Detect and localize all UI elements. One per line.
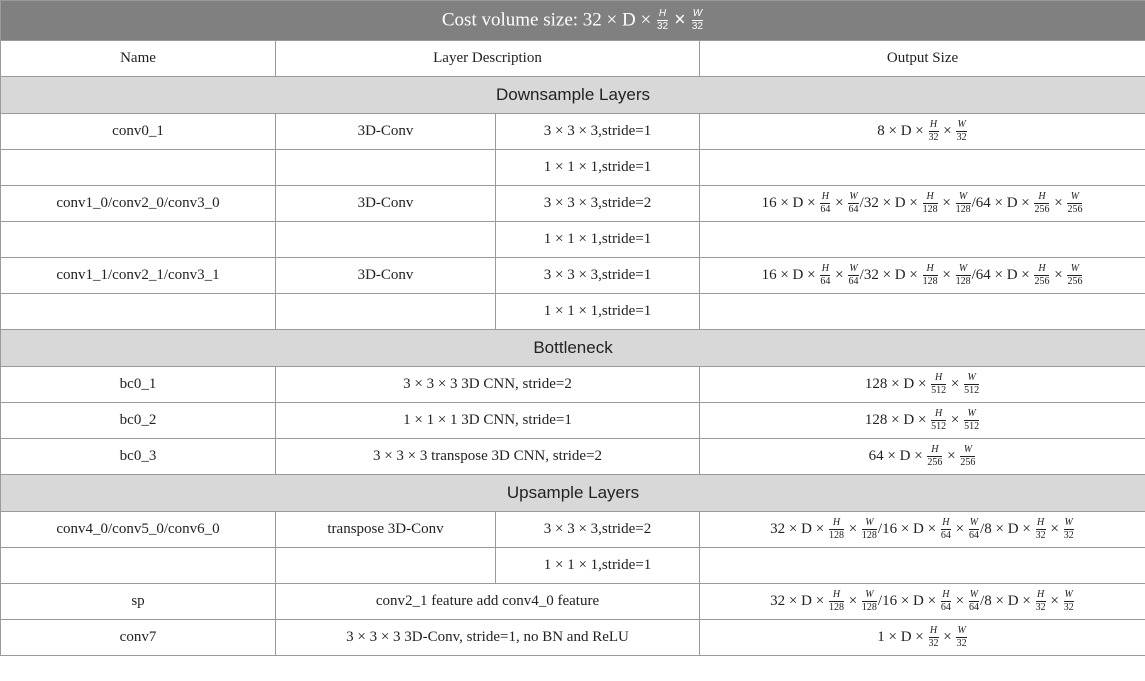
math-text: × [831, 266, 848, 283]
section-upsample: Upsample Layers [1, 475, 1145, 512]
cell-name: conv7 [1, 620, 276, 656]
cell-empty [276, 294, 496, 330]
math-text: 64 × D × [868, 447, 927, 464]
cell-name: bc0_3 [1, 439, 276, 475]
cell-type: 3D-Conv [276, 258, 496, 294]
cell-output [700, 512, 1145, 548]
math-fraction: $\frac{W}{512}$ [964, 408, 980, 432]
math-text: × [831, 194, 848, 211]
math-fraction: $\frac{H}{64}$ [820, 263, 831, 287]
title-fraction-w: $\frac{W}{32}$ [691, 8, 703, 32]
cell-name: conv1_1/conv2_1/conv3_1 [1, 258, 276, 294]
cell-output [700, 620, 1145, 656]
cell-type: 3D-Conv [276, 186, 496, 222]
header-name: Name [1, 41, 276, 77]
math-text: /16 × D × [877, 520, 940, 537]
math-text: × [951, 592, 968, 609]
math-text: 32 × D × [770, 592, 828, 609]
cell-description: conv2_1 feature add conv4_0 feature [276, 584, 700, 620]
section-row [1, 77, 1145, 114]
math-text: /8 × D × [980, 520, 1035, 537]
math-fraction: $\frac{W}{128}$ [861, 517, 877, 541]
cell-empty [276, 222, 496, 258]
math-fraction: $\frac{W}{64}$ [848, 191, 859, 215]
math-fraction: $\frac{W}{512}$ [964, 372, 980, 396]
cell-kernel: 1 × 1 × 1,stride=1 [496, 222, 700, 258]
math-text: 32 × D × [770, 520, 828, 537]
cell-kernel: 1 × 1 × 1,stride=1 [496, 150, 700, 186]
cell-description: 3 × 3 × 3 3D-Conv, stride=1, no BN and ReLU [276, 620, 700, 656]
math-fraction: $\frac{H}{64}$ [940, 517, 951, 541]
cell-output [700, 186, 1145, 222]
cell-kernel: 1 × 1 × 1,stride=1 [496, 548, 700, 584]
math-text: × [939, 628, 956, 645]
math-text: /32 × D × [859, 194, 922, 211]
math-fraction: $\frac{W}{64}$ [968, 589, 979, 613]
math-fraction: $\frac{W}{256}$ [1067, 263, 1083, 287]
cell-output [700, 439, 1145, 475]
table-row [1, 294, 1145, 330]
math-fraction: $\frac{H}{128}$ [828, 589, 844, 613]
title-fraction-h: $\frac{H}{32}$ [656, 8, 669, 32]
math-fraction: $\frac{H}{256}$ [927, 444, 943, 468]
math-fraction: $\frac{H}{32}$ [928, 119, 939, 143]
cell-name: conv0_1 [1, 114, 276, 150]
cell-empty [700, 222, 1145, 258]
cell-description: 3 × 3 × 3 3D CNN, stride=2 [276, 367, 700, 403]
math-fraction: $\frac{W}{64}$ [848, 263, 859, 287]
section-bottleneck: Bottleneck [1, 330, 1145, 367]
math-text: /64 × D × [971, 266, 1034, 283]
header-row [1, 41, 1145, 77]
cell-empty [1, 222, 276, 258]
table-row [1, 114, 1145, 150]
cell-kernel: 3 × 3 × 3,stride=2 [496, 186, 700, 222]
cell-type: transpose 3D-Conv [276, 512, 496, 548]
table-row [1, 150, 1145, 186]
math-fraction: $\frac{W}{32}$ [956, 119, 967, 143]
table-row [1, 620, 1145, 656]
cell-empty [700, 548, 1145, 584]
cell-name: conv1_0/conv2_0/conv3_0 [1, 186, 276, 222]
table-row [1, 548, 1145, 584]
math-text: 8 × D × [877, 122, 928, 139]
cell-output [700, 367, 1145, 403]
math-text: × [1046, 520, 1063, 537]
math-text: /64 × D × [971, 194, 1034, 211]
math-text: × [938, 194, 955, 211]
math-fraction: $\frac{H}{512}$ [931, 408, 947, 432]
math-fraction: $\frac{W}{256}$ [1067, 191, 1083, 215]
table-row [1, 512, 1145, 548]
table-row [1, 367, 1145, 403]
cell-empty [1, 548, 276, 584]
table-title [1, 1, 1145, 41]
math-fraction: $\frac{H}{128}$ [922, 263, 938, 287]
math-fraction: $\frac{W}{32}$ [1063, 589, 1074, 613]
cell-kernel: 3 × 3 × 3,stride=1 [496, 114, 700, 150]
math-fraction: $\frac{W}{32}$ [1063, 517, 1074, 541]
math-text: × [1046, 592, 1063, 609]
math-text: 16 × D × [761, 266, 820, 283]
cell-empty [276, 548, 496, 584]
math-fraction: $\frac{H}{256}$ [1034, 263, 1050, 287]
math-fraction: $\frac{H}{64}$ [940, 589, 951, 613]
title-prefix: Cost volume size: 32 × D × [441, 9, 656, 31]
math-fraction: $\frac{W}{64}$ [968, 517, 979, 541]
math-text: /16 × D × [877, 592, 940, 609]
math-text: × [947, 375, 964, 392]
math-text: × [1050, 266, 1067, 283]
math-fraction: $\frac{H}{256}$ [1034, 191, 1050, 215]
table-row [1, 403, 1145, 439]
math-text: 1 × D × [877, 628, 928, 645]
math-text: × [947, 411, 964, 428]
cell-description: 3 × 3 × 3 transpose 3D CNN, stride=2 [276, 439, 700, 475]
cell-output [700, 258, 1145, 294]
math-fraction: $\frac{H}{32}$ [1035, 517, 1046, 541]
cell-output [700, 114, 1145, 150]
math-text: 16 × D × [761, 194, 820, 211]
math-fraction: $\frac{H}{32}$ [1035, 589, 1046, 613]
math-fraction: $\frac{W}{32}$ [956, 625, 967, 649]
math-fraction: $\frac{H}{32}$ [928, 625, 939, 649]
math-text: /8 × D × [980, 592, 1035, 609]
math-text: × [844, 520, 861, 537]
section-row [1, 330, 1145, 367]
math-fraction: $\frac{H}{128}$ [922, 191, 938, 215]
cell-empty [700, 150, 1145, 186]
math-text: × [943, 447, 960, 464]
cell-type: 3D-Conv [276, 114, 496, 150]
math-text: 128 × D × [864, 375, 931, 392]
math-fraction: $\frac{H}{512}$ [931, 372, 947, 396]
table-row [1, 222, 1145, 258]
math-text: × [939, 122, 956, 139]
section-downsample: Downsample Layers [1, 77, 1145, 114]
title-times: × [669, 9, 691, 31]
table-row [1, 439, 1145, 475]
cell-kernel: 3 × 3 × 3,stride=1 [496, 258, 700, 294]
cell-name: bc0_2 [1, 403, 276, 439]
cell-kernel: 3 × 3 × 3,stride=2 [496, 512, 700, 548]
cell-empty [276, 150, 496, 186]
math-fraction: $\frac{W}{128}$ [861, 589, 877, 613]
cell-output [700, 403, 1145, 439]
table-row [1, 258, 1145, 294]
table-title-row [1, 1, 1145, 41]
math-text: /32 × D × [859, 266, 922, 283]
table-row [1, 584, 1145, 620]
header-output-size: Output Size [700, 41, 1145, 77]
cell-output [700, 584, 1145, 620]
math-fraction: $\frac{W}{128}$ [955, 191, 971, 215]
math-text: × [1050, 194, 1067, 211]
cell-name: conv4_0/conv5_0/conv6_0 [1, 512, 276, 548]
section-row [1, 475, 1145, 512]
cell-name: sp [1, 584, 276, 620]
math-fraction: $\frac{H}{128}$ [828, 517, 844, 541]
math-text: × [844, 592, 861, 609]
table-row [1, 186, 1145, 222]
cell-name: bc0_1 [1, 367, 276, 403]
cell-kernel: 1 × 1 × 1,stride=1 [496, 294, 700, 330]
math-text: 128 × D × [864, 411, 931, 428]
cell-empty [1, 294, 276, 330]
cell-empty [700, 294, 1145, 330]
math-text: × [938, 266, 955, 283]
cell-description: 1 × 1 × 1 3D CNN, stride=1 [276, 403, 700, 439]
math-fraction: $\frac{W}{256}$ [960, 444, 976, 468]
math-fraction: $\frac{H}{64}$ [820, 191, 831, 215]
math-text: × [951, 520, 968, 537]
math-fraction: $\frac{W}{128}$ [955, 263, 971, 287]
cell-empty [1, 150, 276, 186]
header-layer-description: Layer Description [276, 41, 700, 77]
